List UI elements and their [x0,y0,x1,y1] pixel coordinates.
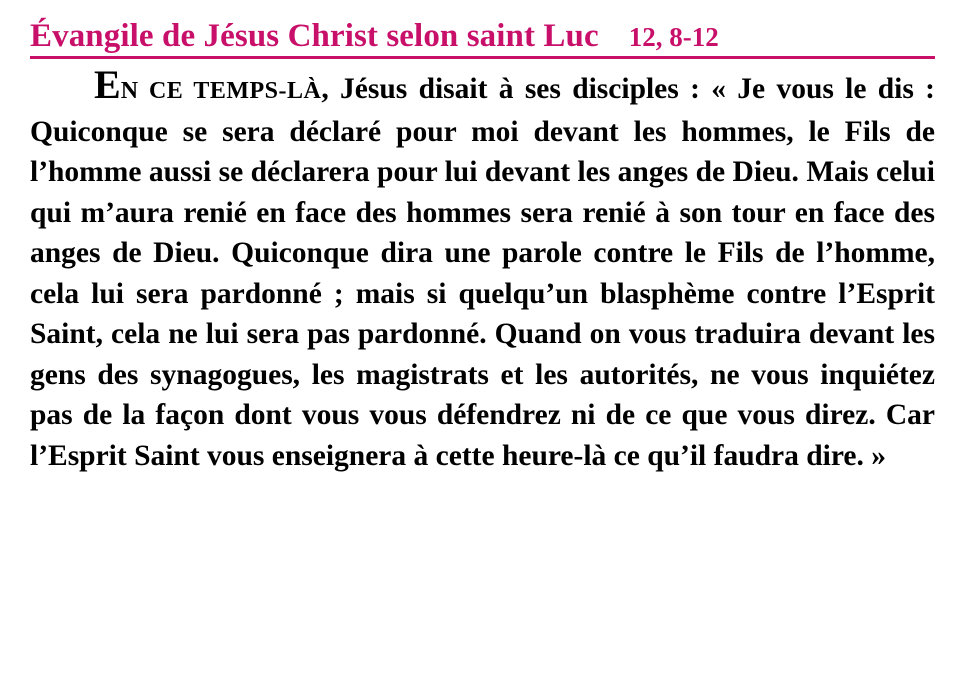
opening-smallcaps: N CE TEMPS-LÀ [120,78,322,105]
gospel-body [30,62,936,476]
gospel-heading [30,18,935,59]
gospel-title: Évangile de Jésus Christ selon saint Luc [30,18,599,54]
gospel-reference: 12, 8-12 [628,22,719,52]
gospel-body-text: , Jésus disait à ses disciples : « Je vous le dis : Quiconque se sera déclaré pour moi devant les hommes, le Fils de l’homme aussi se déclarera pour lui devant les anges de Dieu. Mais celui qui m’aura renié en face des hommes sera renié à son tour en face des anges de Dieu. Quiconque dira une parole contre le Fils de l’homme, cela lui sera pardonné ; mais si quelqu’un blasphème contre l’Esprit Saint, cela ne lui sera pas pardonné. Quand on vous traduira devant les gens des synagogues, les magistrats et les autorités, ne vous inquiétez pas de la façon dont vous vous défendrez ni de ce que vous direz. Car l’Esprit Saint vous enseignera à cette heure-là ce qu’il faudra dire. » [30,73,936,472]
drop-cap-initial: E [94,62,121,108]
